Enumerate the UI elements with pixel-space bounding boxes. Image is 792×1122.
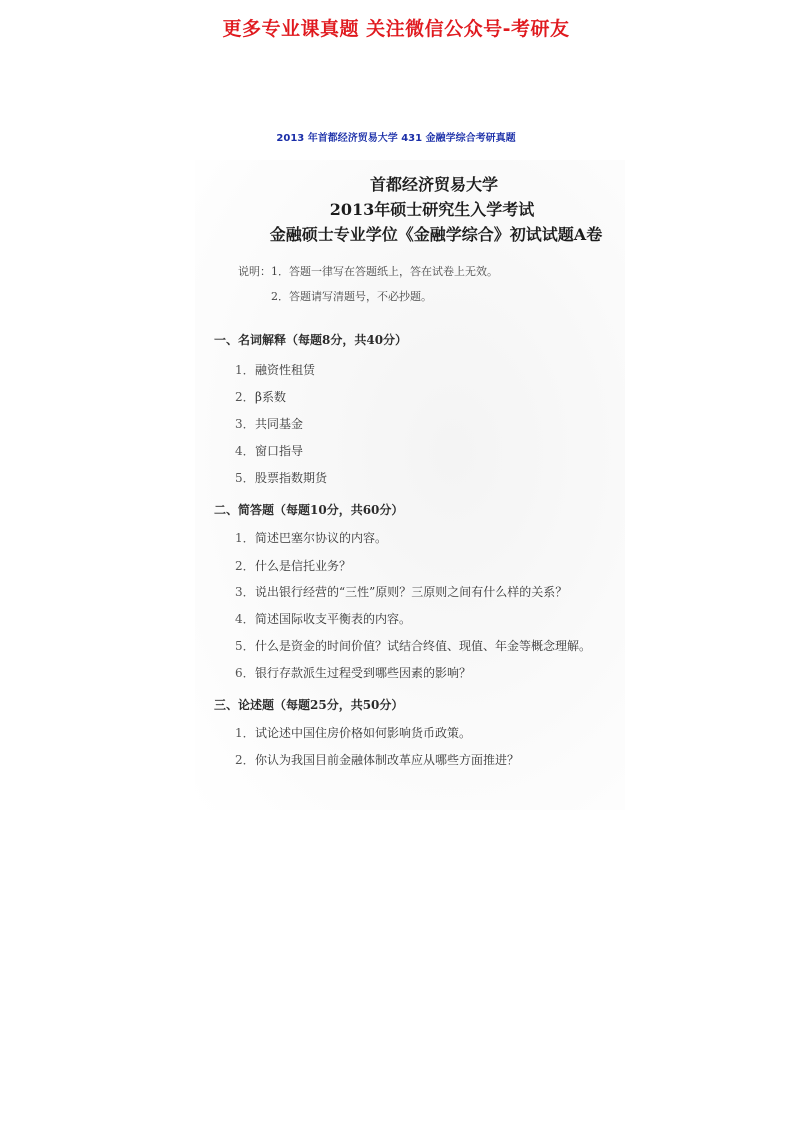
document-subtitle: 2013 年首都经济贸易大学 431 金融学综合考研真题 xyxy=(276,133,516,144)
question-text: 银行存款派生过程受到哪些因素的影响？ xyxy=(255,666,472,680)
question-number: 4． xyxy=(235,444,255,458)
question-item xyxy=(235,583,567,600)
question-item xyxy=(235,751,519,768)
question-number: 1． xyxy=(235,531,255,545)
question-number: 4． xyxy=(235,612,255,626)
question-text: 融资性租赁 xyxy=(255,363,316,377)
question-item xyxy=(235,529,387,546)
instruction-line-1: 说明：1．答题一律写在答题纸上，答在试卷上无效。 xyxy=(238,265,498,278)
question-number: 2． xyxy=(235,753,255,767)
question-text: 说出银行经营的“三性”原则？三原则之间有什么样的关系？ xyxy=(255,585,568,599)
question-text: 简述国际收支平衡表的内容。 xyxy=(255,612,412,626)
question-number: 3． xyxy=(235,585,255,599)
question-item xyxy=(235,610,411,627)
question-text: 试论述中国住房价格如何影响货币政策。 xyxy=(255,726,472,740)
question-text: 窗口指导 xyxy=(255,444,304,458)
question-number: 2． xyxy=(235,390,255,404)
question-text: 股票指数期货 xyxy=(255,471,328,485)
question-text: 什么是信托业务？ xyxy=(255,559,352,573)
promo-banner: 更多专业课真题 关注微信公众号-考研友 xyxy=(222,18,570,40)
section-heading-essay: 三、论述题（每题25分，共50分） xyxy=(214,698,404,712)
question-item xyxy=(235,724,471,741)
exam-year-title: 2013年硕士研究生入学考试 xyxy=(329,200,535,219)
section-heading-short-answer: 二、简答题（每题10分，共60分） xyxy=(214,503,404,517)
question-number: 5． xyxy=(235,471,255,485)
question-text: 共同基金 xyxy=(255,417,304,431)
university-title: 首都经济贸易大学 xyxy=(369,175,498,194)
question-number: 1． xyxy=(235,363,255,377)
question-item xyxy=(235,415,303,432)
question-number: 5． xyxy=(235,639,255,653)
question-item xyxy=(235,557,351,574)
question-text: β系数 xyxy=(255,390,286,404)
question-item xyxy=(235,361,315,378)
question-item xyxy=(235,637,591,654)
section-heading-terms: 一、名词解释（每题8分，共40分） xyxy=(214,333,408,347)
question-number: 6． xyxy=(235,666,255,680)
question-text: 你认为我国目前金融体制改革应从哪些方面推进？ xyxy=(255,753,520,767)
question-text: 什么是资金的时间价值？试结合终值、现值、年金等概念理解。 xyxy=(255,639,592,653)
question-number: 1． xyxy=(235,726,255,740)
question-number: 3． xyxy=(235,417,255,431)
question-item xyxy=(235,664,471,681)
paper-title: 金融硕士专业学位《金融学综合》初试试题A卷 xyxy=(269,225,603,244)
question-item xyxy=(235,388,286,405)
question-item xyxy=(235,442,303,459)
question-number: 2． xyxy=(235,559,255,573)
question-text: 简述巴塞尔协议的内容。 xyxy=(255,531,388,545)
instruction-line-2: 2．答题请写清题号，不必抄题。 xyxy=(271,290,432,303)
question-item xyxy=(235,469,327,486)
